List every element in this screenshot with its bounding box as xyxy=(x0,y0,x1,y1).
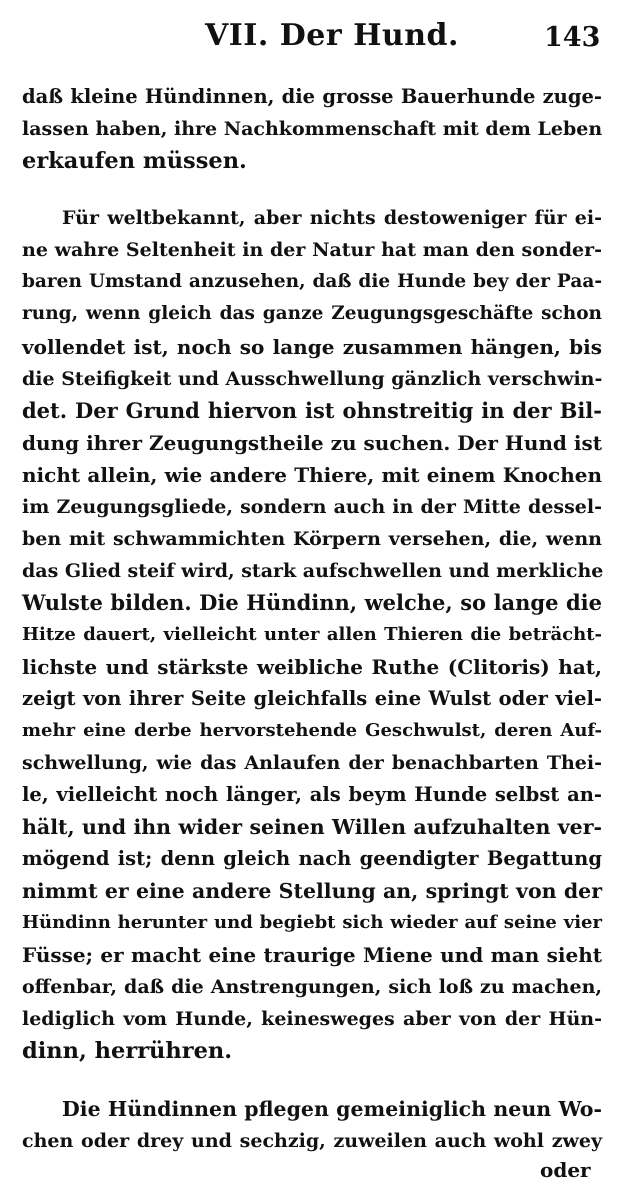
text-line: Füsse; er macht eine traurige Miene und man sieht xyxy=(22,943,602,967)
text-line: chen oder drey und sechzig, zuweilen auch wohl zwey xyxy=(22,1130,602,1152)
page-header xyxy=(0,18,633,58)
text-line: dinn, herrühren. xyxy=(22,1038,233,1064)
text-line: lediglich vom Hunde, keinesweges aber von der Hün- xyxy=(22,1008,602,1030)
text-line: Für weltbekannt, aber nichts destoweniger für ei- xyxy=(62,207,602,229)
text-line: das Glied steif wird, stark aufschwellen und merkliche xyxy=(22,560,604,582)
text-line: vollendet ist, noch so lange zusammen hängen, bis xyxy=(22,335,602,359)
text-line: erkaufen müssen. xyxy=(22,148,247,174)
text-line: Die Hündinnen pflegen gemeiniglich neun Wo- xyxy=(62,1097,602,1121)
catchword: oder xyxy=(540,1158,591,1182)
text-line: im Zeugungsgliede, sondern auch in der Mitte dessel- xyxy=(22,496,602,518)
text-line: schwellung, wie das Anlaufen der benachbarten Thei- xyxy=(22,752,602,774)
text-line: Hitze dauert, vielleicht unter allen Thieren die beträcht- xyxy=(22,624,602,645)
text-line: die Steifigkeit und Ausschwellung gänzlich verschwin- xyxy=(22,368,603,390)
text-line: baren Umstand anzusehen, daß die Hunde bey der Paa- xyxy=(22,271,602,292)
running-title: VII. Der Hund. xyxy=(205,18,459,53)
page-number: 143 xyxy=(544,22,601,53)
text-line: zeigt von ihrer Seite gleichfalls eine Wulst oder viel- xyxy=(22,687,602,710)
text-line: hält, und ihn wider seinen Willen aufzuhalten ver- xyxy=(22,815,602,839)
text-line: le, vielleicht noch länger, als beym Hunde selbst an- xyxy=(22,783,602,806)
text-line: dung ihrer Zeugungstheile zu suchen. Der Hund ist xyxy=(22,431,602,455)
text-line: daß kleine Hündinnen, die grosse Bauerhunde zuge- xyxy=(22,85,602,108)
text-line: rung, wenn gleich das ganze Zeugungsgeschäfte schon xyxy=(22,303,602,324)
text-line: nimmt er eine andere Stellung an, springt von der xyxy=(22,879,602,903)
text-line: mehr eine derbe hervorstehende Geschwulst, deren Auf- xyxy=(22,720,602,741)
text-line: nicht allein, wie andere Thiere, mit einem Knochen xyxy=(22,463,602,487)
text-line: lichste und stärkste weibliche Ruthe (Clitoris) hat, xyxy=(22,655,602,679)
text-line: det. Der Grund hiervon ist ohnstreitig in der Bil- xyxy=(22,398,602,423)
text-line: lassen haben, ihre Nachkommenschaft mit dem Leben xyxy=(22,118,603,140)
text-line: Wulste bilden. Die Hündinn, welche, so lange die xyxy=(22,590,602,615)
text-line: offenbar, daß die Anstrengungen, sich loß zu machen, xyxy=(22,976,602,998)
text-line: mögend ist; denn gleich nach geendigter Begattung xyxy=(22,847,602,870)
text-line: ben mit schwammichten Körpern versehen, die, wenn xyxy=(22,528,602,550)
text-line: ne wahre Seltenheit in der Natur hat man den sonder- xyxy=(22,239,602,261)
text-line: Hündinn herunter und begiebt sich wieder auf seine vier xyxy=(22,912,602,933)
